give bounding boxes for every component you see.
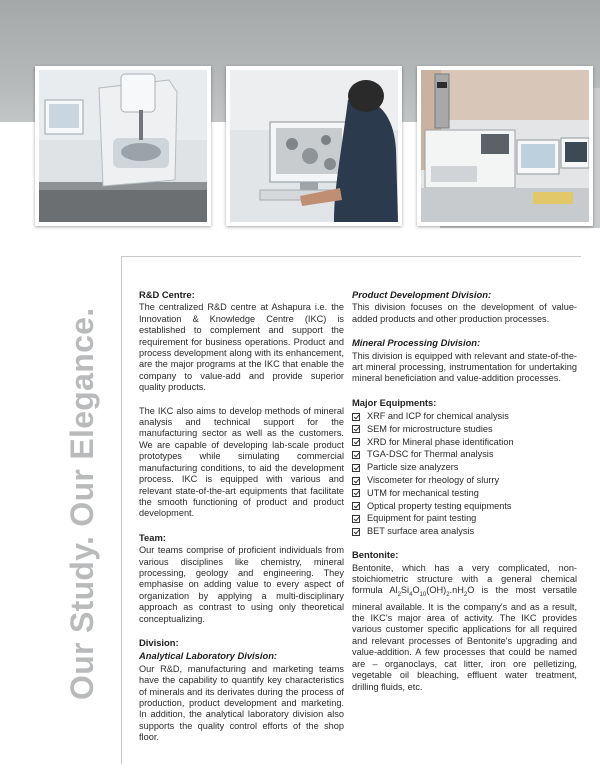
bentonite-heading: Bentonite: — [352, 549, 399, 561]
checkbox-icon — [352, 438, 360, 446]
bentonite-paragraph: Bentonite, which has a very complicated, non-stoichiometric structure with a general chemical formula $Al_2Si_4O_{10}(OH)_2.nH_2O$ is the most versatile mineral available. It is the company's and as a result, the IKC's major area of activity. The IKC provides various customer specific applications for all required and relevant processes of Bentonite's upgrading and value-addition. A few processes that could be named are – organoclays, cat litter, iron ore pelletizing, vegetable oil bleaching, effluent water treatment, drilling fluids, etc. — [352, 562, 577, 692]
computer-user-illustration — [230, 70, 398, 222]
list-item: BET surface area analysis — [352, 525, 577, 538]
lab-equipment-illustration — [421, 70, 589, 222]
checkbox-icon — [352, 515, 360, 523]
chemical-formula: $Al_2Si_4O_{10}(OH)_2.nH_2O$ — [389, 585, 475, 599]
checkbox-icon — [352, 413, 360, 421]
sidebar-tagline: Our Study. Our Elegance. — [64, 307, 100, 700]
rd-centre-paragraph-2: The IKC also aims to develop methods of mineral analysis and technical support for the manufacturing sector as well as the customers. We are capable of developing lab-scale product prototypes while simulating commercial manufacturing conditions, to aid the development process. IKC is equipped with various and relevant state-of-the-art equipments that facilitate the smooth functioning of product and product development. — [139, 405, 344, 519]
rd-centre-heading: R&D Centre: — [139, 289, 195, 300]
list-item: SEM for microstructure studies — [352, 423, 577, 436]
product-dev-heading: Product Development Division: — [352, 289, 492, 300]
division-heading: Division: — [139, 636, 179, 648]
analytical-lab-paragraph: Our R&D, manufacturing and marketing teams have the capability to quantify key characteristics of minerals and its derivates during the process of production, product development and marketing. In addition, the analytical laboratory division also supports the quality control efforts of the shop floor. — [139, 663, 344, 743]
lab-equipment-photo — [417, 66, 593, 226]
list-item: UTM for mechanical testing — [352, 487, 577, 500]
mineral-processing-heading: Mineral Processing Division: — [352, 337, 481, 349]
content-top-rule — [121, 256, 581, 257]
team-paragraph: Our teams comprise of proficient individuals from various disciplines like chemistry, mineral processing, geology and engineering. They emphasise on adding value to every aspect of organization by applying a multi-disciplinary approach as contrast to using only theoretical conceptualizing. — [139, 545, 344, 624]
list-item: XRD for Mineral phase identification — [352, 436, 577, 449]
checkbox-icon — [352, 464, 360, 472]
checkbox-icon — [352, 502, 360, 510]
lab-instrument-photo — [35, 66, 211, 226]
list-item: TGA-DSC for Thermal analysis — [352, 449, 577, 462]
checkbox-icon — [352, 489, 360, 497]
analytical-lab-heading: Analytical Laboratory Division: — [139, 650, 278, 662]
lab-instrument-illustration — [39, 70, 207, 222]
checkbox-icon — [352, 451, 360, 459]
checkbox-icon — [352, 425, 360, 433]
content-left-rule — [121, 256, 122, 764]
product-dev-paragraph: This division focuses on the development of value-added products and other production processes. — [352, 302, 577, 324]
list-item: XRF and ICP for chemical analysis — [352, 410, 577, 423]
right-column — [352, 289, 577, 705]
equipments-heading: Major Equipments: — [352, 396, 437, 408]
list-item: Viscometer for rheology of slurry — [352, 474, 577, 487]
left-column — [139, 289, 344, 756]
list-item: Optical property testing equipments — [352, 500, 577, 513]
list-item: Particle size analyzers — [352, 461, 577, 474]
mineral-processing-paragraph: This division is equipped with relevant and state-of-the-art mineral processing, instrumentation for undertaking mineral beneficiation and value-addition processes. — [352, 350, 577, 384]
equipment-list — [352, 410, 577, 538]
list-item: Equipment for paint testing — [352, 513, 577, 526]
microscope-computer-photo — [226, 66, 402, 226]
team-heading: Team: — [139, 531, 166, 543]
checkbox-icon — [352, 477, 360, 485]
rd-centre-paragraph-1: The centralized R&D centre at Ashapura i.e. the Innovation & Knowledge Centre (IKC) is established to complement and support the requirement for business operations. Product and process development along with its enhancement, are the major programs at the IKC that enable the company to value-add and provide superior quality products. — [139, 302, 344, 393]
checkbox-icon — [352, 528, 360, 536]
